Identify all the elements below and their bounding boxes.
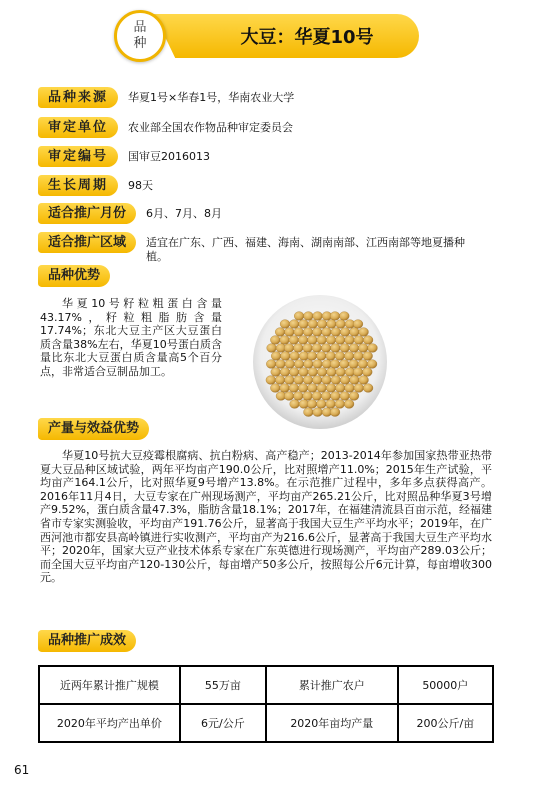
soybean [350, 376, 360, 385]
info-label: 审定编号 [38, 146, 118, 167]
soybean [330, 312, 340, 321]
section-heading-advantage: 品种优势 [38, 265, 110, 287]
soybean [285, 360, 295, 369]
soybean [340, 376, 350, 385]
soybean [266, 360, 276, 369]
soybean [340, 328, 350, 337]
soybean [284, 344, 294, 353]
table-cell: 6元/公斤 [180, 704, 266, 742]
soybean [312, 376, 322, 385]
soybean [294, 312, 304, 321]
soybean [335, 384, 345, 393]
soybean [331, 392, 341, 401]
soybean [363, 352, 373, 361]
soybean [339, 312, 349, 321]
soybean [316, 400, 326, 409]
soybean-image [252, 294, 388, 430]
soybean [312, 392, 322, 401]
soybean [368, 344, 378, 353]
badge-char-1: 品 [133, 20, 147, 35]
soybean [331, 344, 341, 353]
soybean [271, 368, 281, 377]
badge-char-2: 种 [133, 36, 147, 51]
info-row-approval-number [38, 146, 210, 167]
soybean [354, 352, 364, 361]
variety-header [114, 10, 424, 62]
table-row [39, 704, 493, 742]
info-row-approval-unit [38, 117, 293, 138]
soybean [294, 376, 304, 385]
soybean [293, 392, 303, 401]
page-title: 大豆：华夏10号 [240, 27, 374, 48]
soybean [327, 320, 337, 329]
soybean [354, 384, 364, 393]
soybean [298, 384, 308, 393]
info-row-growth-cycle [38, 175, 153, 196]
soybean [326, 384, 336, 393]
info-label: 品种来源 [38, 87, 118, 108]
soybean [313, 360, 323, 369]
soybean [270, 384, 280, 393]
soybean [280, 320, 290, 329]
soybean [271, 352, 281, 361]
soybean [304, 312, 314, 321]
soybean [316, 352, 326, 361]
table-cell: 2020年亩均产量 [266, 704, 398, 742]
soybean [317, 368, 327, 377]
soybean [275, 328, 285, 337]
table-cell: 累计推广农户 [266, 666, 398, 704]
soybean [289, 368, 299, 377]
soybean [294, 360, 304, 369]
info-row-months [38, 203, 222, 224]
soybean [322, 328, 332, 337]
info-label: 适合推广月份 [38, 203, 136, 224]
promotion-table [38, 665, 494, 743]
advantage-text: 华夏10号籽粒粗蛋白含量43.17%，籽粒粗脂肪含量17.74%；东北大豆主产区大豆蛋白质含量38%左右，华夏10号蛋白质含量比东北大豆蛋白质含量高5个百分点，非常适合豆制品加工。 [40, 297, 222, 378]
soybean [344, 352, 354, 361]
soybean [358, 344, 368, 353]
soybean [335, 400, 345, 409]
soybean [308, 320, 318, 329]
soybean [326, 400, 336, 409]
soybean [285, 328, 295, 337]
soybean [307, 352, 317, 361]
soybean [321, 344, 331, 353]
info-value: 适宜在广东、广西、福建、海南、湖南南部、江西南部等地夏播种植。 [146, 236, 466, 263]
soybean [289, 336, 299, 345]
soybean [275, 376, 285, 385]
table-cell: 50000户 [398, 666, 493, 704]
soybean [290, 400, 300, 409]
variety-badge [114, 10, 166, 62]
soybean [285, 376, 295, 385]
soybean [303, 344, 313, 353]
section-heading-yield: 产量与效益优势 [38, 418, 149, 440]
soybean [304, 408, 314, 417]
soybean [354, 336, 364, 345]
soybean [359, 328, 369, 337]
soybean [363, 336, 373, 345]
page-number: 61 [14, 763, 30, 777]
soybean [303, 328, 313, 337]
table-cell: 200公斤/亩 [398, 704, 493, 742]
soybean [276, 360, 286, 369]
soybean [353, 320, 363, 329]
soybean [349, 392, 359, 401]
section-heading-promotion: 品种推广成效 [38, 630, 136, 652]
soybean [353, 368, 363, 377]
soybean [321, 392, 331, 401]
soybean [299, 368, 309, 377]
soybean [266, 376, 276, 385]
soybean [362, 368, 372, 377]
soybean [317, 384, 327, 393]
soybean [299, 320, 309, 329]
soybean [335, 336, 345, 345]
soybean [340, 344, 350, 353]
soybean [290, 352, 300, 361]
soybean [363, 384, 373, 393]
soybean [340, 392, 350, 401]
soybean [345, 384, 355, 393]
soybean [294, 328, 304, 337]
soybean [308, 368, 318, 377]
soybean [331, 376, 341, 385]
soybean [270, 336, 280, 345]
table-cell: 2020年平均产出单价 [39, 704, 180, 742]
soybean [308, 336, 318, 345]
soybean [345, 336, 355, 345]
soybean [349, 360, 359, 369]
soybean [308, 384, 318, 393]
info-value: 农业部全国农作物品种审定委员会 [128, 121, 294, 134]
soybean [280, 368, 290, 377]
soybean [289, 384, 299, 393]
soybean [326, 336, 336, 345]
table-cell: 近两年累计推广规模 [39, 666, 180, 704]
soybean [317, 320, 327, 329]
info-value: 华夏1号×华春1号，华南农业大学 [128, 91, 295, 104]
soybean [335, 352, 345, 361]
soybean [350, 328, 360, 337]
soybean [298, 336, 308, 345]
soybean [303, 376, 313, 385]
soybean [330, 360, 340, 369]
info-row-region [38, 232, 476, 264]
soybean [289, 320, 299, 329]
soybean [307, 400, 317, 409]
soybean [330, 408, 340, 417]
table-row [39, 666, 493, 704]
info-label: 生长周期 [38, 175, 118, 196]
info-label: 审定单位 [38, 117, 118, 138]
yield-text: 华夏10号抗大豆疫霉根腐病、抗白粉病、高产稳产；2013-2014年参加国家热带亚热带夏大豆品种区域试验，两年平均亩产190.0公斤，比对照增产11.0%；2015年生产试验，平均亩产164.1公斤，比对照华夏9号增产13.8%。在示范推广过程中，多年多点获得高产。2016年11月4日，大豆专家在广州现场测产，平均亩产265.21公斤，比对照品种华夏3号增产9.52%，蛋白质含量47.3%，脂肪含量18.1%；2017年，在福建清流县百亩示范，经福建省市专家实测验收，平均亩产191.76公斤，显著高于我国大豆生产平均水平；2019年，在广西河池市都安县高岭镇进行实收测产，平均亩产为216.6公斤，显著高于我国大豆生产平均水平；2020年，国家大豆产业技术体系专家在广东英德进行现场测产，平均亩产289.03公斤；而全国大豆平均亩产120-130公斤，每亩增产50多公斤，按照每公斤6元计算，每亩增收300元。 [40, 449, 492, 585]
soybean [317, 336, 327, 345]
soybean [339, 360, 349, 369]
soybean [313, 312, 323, 321]
soybean [349, 344, 359, 353]
soybean [344, 400, 354, 409]
soybean [322, 376, 332, 385]
info-label: 适合推广区域 [38, 232, 136, 253]
soybean [358, 360, 368, 369]
soybean [327, 368, 337, 377]
soybean [280, 336, 290, 345]
soybean [303, 392, 313, 401]
soybean [331, 328, 341, 337]
soybean [293, 344, 303, 353]
info-value: 国审豆2016013 [128, 150, 211, 163]
soybean [281, 352, 291, 361]
soybean [304, 360, 314, 369]
table-cell: 55万亩 [180, 666, 266, 704]
soybean [284, 392, 294, 401]
info-value: 6月、7月、8月 [146, 207, 223, 220]
soybean [312, 328, 322, 337]
info-value: 98天 [128, 179, 154, 192]
soybean [336, 320, 346, 329]
soybean [336, 368, 346, 377]
soybean [312, 344, 322, 353]
info-row-source [38, 87, 294, 108]
soybean [359, 376, 369, 385]
soybean [267, 344, 277, 353]
soybean [367, 360, 377, 369]
soybean [326, 352, 336, 361]
soybean [280, 384, 290, 393]
soybean [313, 408, 323, 417]
